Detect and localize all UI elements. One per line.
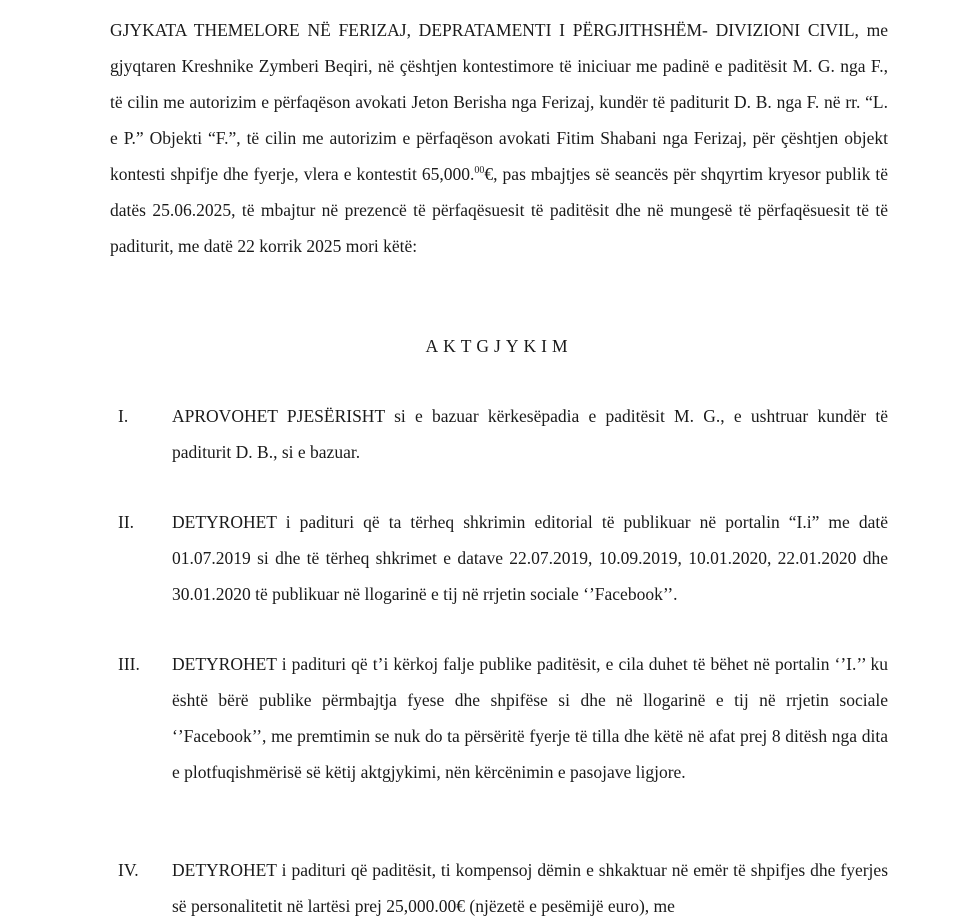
ruling-item-2 [110, 504, 888, 612]
amount-superscript: 00 [474, 165, 485, 176]
ruling-item-1 [110, 398, 888, 470]
intro-text-continued: €, pas mbajtjes së seancës për shqyrtim kryesor publik të datës 25.06.2025, të mbajtur në prezencë të përfaqësuesit të paditësit dhe në mungesë të përfaqësuesit të të paditurit, me datë 22 korrik 2025 mori këtë: [110, 164, 889, 256]
ruling-text: DETYROHET i padituri që paditësit, ti kompensoj dëmin e shkaktuar në emër të shpifjes dhe fyerjes së personalitetit në lartësi prej 25,000.00€ (njëzetë e pesëmijë euro), me [172, 860, 888, 916]
ruling-number: III. [118, 654, 140, 674]
ruling-number: IV. [118, 860, 139, 880]
judgment-title: AKTGJYKIM [425, 336, 573, 356]
ruling-text: DETYROHET i padituri që ta tërheq shkrimin editorial të publikuar në portalin “I.i” me datë 01.07.2019 si dhe të tërheq shkrimet e datave 22.07.2019, 10.09.2019, 10.01.2020, 22.01.2020 dhe 30.01.2020 të publikuar në llogarinë e tij në rrjetin sociale ‘’Facebook’’. [172, 512, 888, 604]
document-page [110, 12, 889, 916]
intro-text: GJYKATA THEMELORE NË FERIZAJ, DEPRATAMENTI I PËRGJITHSHËM- DIVIZIONI CIVIL, me gjyqtaren Kreshnike Zymberi Beqiri, në çështjen kontestimore të iniciuar me padinë e paditësit M. G. nga F., të cilin me autorizim e përfaqëson avokati Jeton Berisha nga Ferizaj, kundër të paditurit D. B. nga F. në rr. “L. e P.” Objekti “F.”, të cilin me autorizim e përfaqëson avokati Fitim Shabani nga Ferizaj, për çështjen objekt kontesti shpifje dhe fyerje, vlera e kontestit 65,000. [110, 20, 888, 184]
ruling-item-4 [110, 852, 888, 924]
ruling-text: APROVOHET PJESËRISHT si e bazuar kërkesëpadia e paditësit M. G., e ushtruar kundër të paditurit D. B., si e bazuar. [172, 406, 888, 462]
ruling-item-3 [110, 646, 888, 790]
ruling-number: I. [118, 406, 129, 426]
ruling-text: DETYROHET i padituri që t’i kërkoj falje publike paditësit, e cila duhet të bëhet në portalin ‘’I.’’ ku është bërë publike përmbajtja fyese dhe shpifëse si dhe në llogarinë e tij në rrjetin sociale ‘’Facebook’’, me premtimin se nuk do ta përsëritë fyerje të tilla dhe këtë në afat prej 8 ditësh nga dita e plotfuqishmërisë së këtij aktgjykimi, nën kërcënimin e pasojave ligjore. [172, 654, 888, 782]
intro-paragraph [110, 12, 888, 264]
ruling-number: II. [118, 512, 135, 532]
